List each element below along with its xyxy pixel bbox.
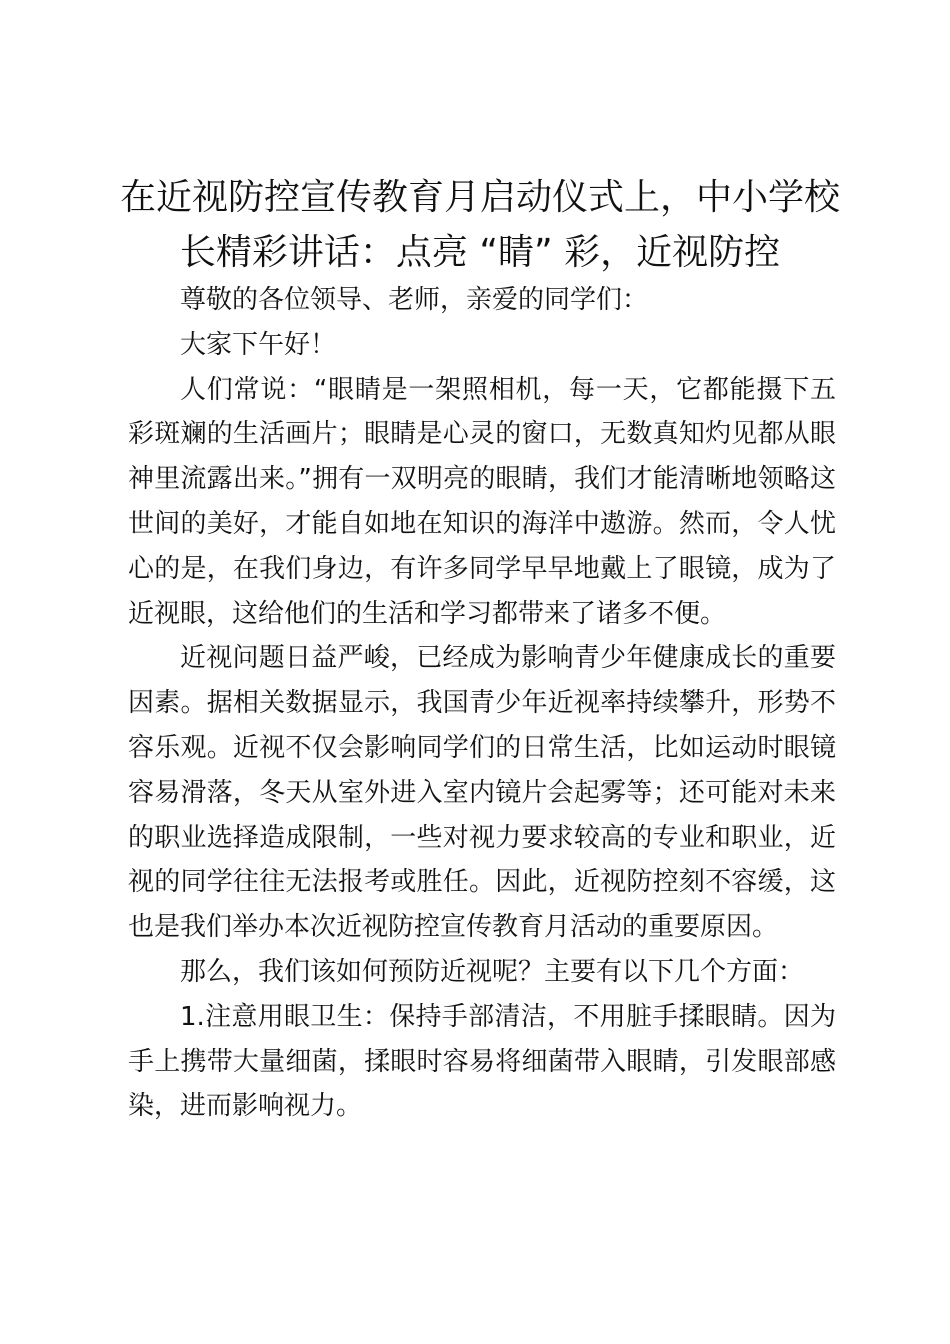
title-line-2: 长精彩讲话：点亮 “睛” 彩，近视防控 <box>179 232 781 273</box>
document-body <box>128 278 836 1129</box>
title-line-1: 在近视防控宣传教育月启动仪式上，中小学校 <box>119 177 840 218</box>
body-paragraph-1: 人们常说：“眼睛是一架照相机，每一天，它都能摄下五彩斑斓的生活画片；眼睛是心灵的窗口，无数真知灼见都从眼神里流露出来。”拥有一双明亮的眼睛，我们才能清晰地领略这世间的美好，才能自如地在知识的海洋中遨游。然而，令人忧心的是，在我们身边，有许多同学早早地戴上了眼镜，成为了近视眼，这给他们的生活和学习都带来了诸多不便。 <box>128 374 836 629</box>
body-paragraph-3: 那么，我们该如何预防近视呢？主要有以下几个方面： <box>180 956 805 987</box>
document-title <box>100 170 860 280</box>
body-paragraph-4: 1.注意用眼卫生：保持手部清洁，不用脏手揉眼睛。因为手上携带大量细菌，揉眼时容易将细菌带入眼睛，引发眼部感染，进而影响视力。 <box>128 1001 836 1122</box>
salutation-paragraph: 尊敬的各位领导、老师，亲爱的同学们： <box>180 285 649 315</box>
greeting-paragraph: 大家下午好！ <box>180 329 337 360</box>
body-paragraph-2: 近视问题日益严峻，已经成为影响青少年健康成长的重要因素。据相关数据显示，我国青少年近视率持续攀升，形势不容乐观。近视不仅会影响同学们的日常生活，比如运动时眼镜容易滑落，冬天从室外进入室内镜片会起雾等；还可能对未来的职业选择造成限制，一些对视力要求较高的专业和职业，近视的同学往往无法报考或胜任。因此，近视防控刻不容缓，这也是我们举办本次近视防控宣传教育月活动的重要原因。 <box>128 643 836 943</box>
